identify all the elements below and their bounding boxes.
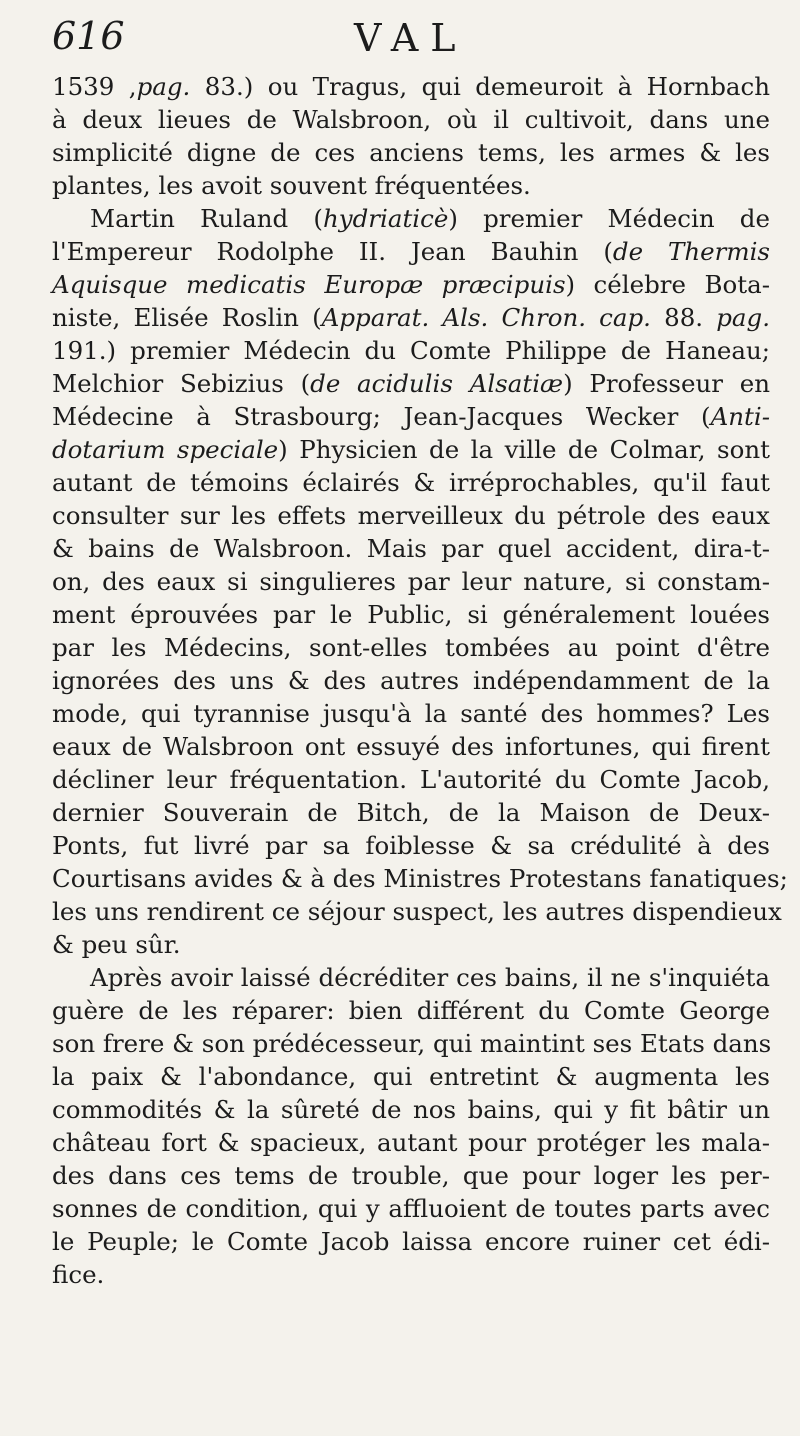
- text-line: les uns rendirent ce séjour suspect, les autres dispendieux: [52, 897, 782, 926]
- text-line: dernier Souverain de Bitch, de la Maison de Deux-: [52, 798, 770, 827]
- text-line: Aquisque medicatis Europæ præcipuis) célebre Bota-: [52, 270, 770, 299]
- text-line: Courtisans avides & à des Ministres Protestans fanatiques;: [52, 864, 788, 893]
- text-line: & bains de Walsbroon. Mais par quel accident, dira-t-: [52, 534, 770, 563]
- text-line: dotarium speciale) Physicien de la ville de Colmar, sont: [52, 435, 770, 464]
- text-line: Médecine à Strasbourg; Jean-Jacques Wecker (Anti-: [52, 402, 770, 431]
- text-line: plantes, les avoit souvent fréquentées.: [52, 171, 531, 200]
- text-line: son frere & son prédécesseur, qui maintint ses Etats dans: [52, 1029, 772, 1058]
- text-line: eaux de Walsbroon ont essuyé des infortunes, qui firent: [52, 732, 770, 761]
- text-line: commodités & la sûreté de nos bains, qui y fit bâtir un: [52, 1095, 770, 1124]
- text-line: ment éprouvées par le Public, si généralement louées: [52, 600, 770, 629]
- text-line: château fort & spacieux, autant pour protéger les mala-: [52, 1128, 770, 1157]
- text-line: fice.: [52, 1260, 105, 1289]
- text-line: le Peuple; le Comte Jacob laissa encore ruiner cet édi-: [52, 1227, 770, 1256]
- text-line: ignorées des uns & des autres indépendamment de la: [52, 666, 770, 695]
- text-line: autant de témoins éclairés & irréprochables, qu'il faut: [52, 468, 770, 497]
- text-line: & peu sûr.: [52, 930, 181, 959]
- running-title: VAL: [354, 16, 468, 60]
- text-line: Melchior Sebizius (de acidulis Alsatiæ) Professeur en: [52, 369, 770, 398]
- text-line: sonnes de condition, qui y affluoient de toutes parts avec: [52, 1194, 770, 1223]
- text-line: Après avoir laissé décréditer ces bains, il ne s'inquiéta: [90, 963, 770, 992]
- text-line: guère de les réparer: bien différent du Comte George: [52, 996, 770, 1025]
- text-line: Martin Ruland (hydriaticè) premier Médecin de: [90, 204, 770, 233]
- text-line: simplicité digne de ces anciens tems, les armes & les: [52, 138, 770, 167]
- text-line: on, des eaux si singulieres par leur nature, si constam-: [52, 567, 770, 596]
- text-line: l'Empereur Rodolphe II. Jean Bauhin (de Thermis: [52, 237, 770, 266]
- text-line: par les Médecins, sont-elles tombées au point d'être: [52, 633, 770, 662]
- text-line: consulter sur les effets merveilleux du pétrole des eaux: [52, 501, 770, 530]
- text-line: Ponts, fut livré par sa foiblesse & sa crédulité à des: [52, 831, 770, 860]
- text-line: 191.) premier Médecin du Comte Philippe de Haneau;: [52, 336, 770, 365]
- text-line: 1539 ,pag. 83.) ou Tragus, qui demeuroit à Hornbach: [52, 72, 771, 101]
- body-text: [52, 70, 788, 1291]
- text-line: niste, Elisée Roslin (Apparat. Als. Chron. cap. 88. pag.: [52, 303, 770, 332]
- text-line: des dans ces tems de trouble, que pour loger les per-: [52, 1161, 770, 1190]
- text-line: à deux lieues de Walsbroon, où il cultivoit, dans une: [52, 105, 770, 134]
- text-line: mode, qui tyrannise jusqu'à la santé des hommes? Les: [52, 699, 770, 728]
- text-line: décliner leur fréquentation. L'autorité du Comte Jacob,: [52, 765, 770, 794]
- page-number: 616: [52, 14, 125, 58]
- text-line: la paix & l'abondance, qui entretint & augmenta les: [52, 1062, 770, 1091]
